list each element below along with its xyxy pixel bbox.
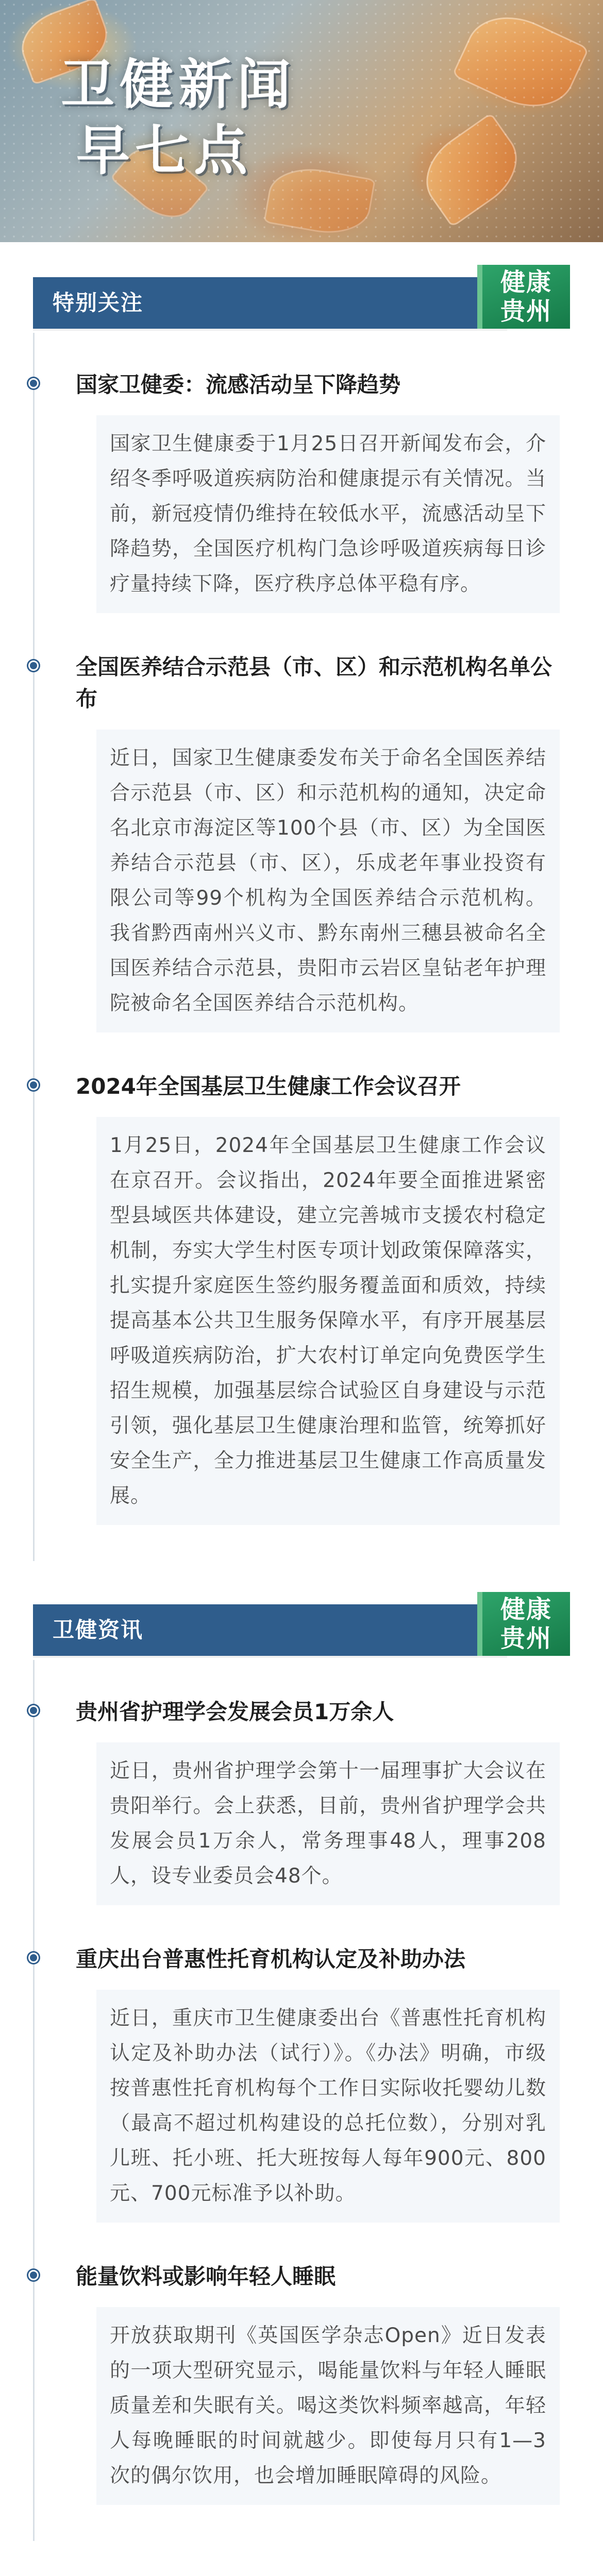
article-headline: 全国医养结合示范县（市、区）和示范机构名单公布: [76, 654, 552, 711]
article: [35, 2243, 570, 2526]
article-headline: 能量饮料或影响年轻人睡眠: [76, 2264, 336, 2289]
article: [35, 634, 570, 1053]
article-body: 1月25日，2024年全国基层卫生健康工作会议在京召开。会议指出，2024年要全面推进紧密型县域医共体建设，建立完善城市支援农村稳定机制，夯实大学生村医专项计划政策保障落实，扎实提升家庭医生签约服务覆盖面和质效，持续提高基本公共卫生服务保障水平，有序开展基层呼吸道疾病防治，扩大农村订单定向免费医学生招生规模，加强基层综合试验区自身建设与示范引领，强化基层卫生健康治理和监管，统筹抓好安全生产，全力推进基层卫生健康工作高质量发展。: [96, 1117, 560, 1525]
banner-title-line2: 早七点: [76, 119, 253, 182]
article-body: 国家卫生健康委于1月25日召开新闻发布会，介绍冬季呼吸道疾病防治和健康提示有关情况。当前，新冠疫情仍维持在较低水平，流感活动呈下降趋势，全国医疗机构门急诊呼吸道疾病每日诊疗量持续下降，医疗秩序总体平稳有序。: [96, 415, 560, 613]
article-body: 近日，重庆市卫生健康委出台《普惠性托育机构认定及补助办法（试行）》。《办法》明确，市级按普惠性托育机构每个工作日实际收托婴幼儿数（最高不超过机构建设的总托位数），分别对乳儿班、托小班、托大班按每人每年900元、800元、700元标准予以补助。: [96, 1990, 560, 2223]
timeline-dot: [28, 1080, 39, 1090]
timeline-dot: [28, 1705, 39, 1716]
health-guizhou-logo: [477, 1592, 570, 1656]
article-timeline: [33, 333, 570, 1561]
article-body: 开放获取期刊《英国医学杂志Open》近日发表的一项大型研究显示，喝能量饮料与年轻人睡眠质量差和失眠有关。喝这类饮料频率越高，年轻人每晚睡眠的时间就越少。即使每月只有1—3次的偶尔饮用，也会增加睡眠障碍的风险。: [96, 2307, 560, 2505]
banner-title-line1: 卫健新闻: [61, 53, 296, 116]
article-timeline: [33, 1660, 570, 2541]
banner-title: [61, 52, 296, 183]
timeline-dot: [28, 660, 39, 671]
article-body: 近日，国家卫生健康委发布关于命名全国医养结合示范县（市、区）和示范机构的通知，决定命名北京市海淀区等100个县（市、区）为全国医养结合示范县（市、区），乐成老年事业投资有限公司等99个机构为全国医养结合示范机构。我省黔西南州兴义市、黔东南州三穗县被命名全国医养结合示范县，贵阳市云岩区皇钻老年护理院被命名全国医养结合示范机构。: [96, 730, 560, 1032]
article-headline: 国家卫健委：流感活动呈下降趋势: [76, 372, 401, 397]
article-headline: 贵州省护理学会发展会员1万余人: [76, 1699, 394, 1724]
article-headline: 重庆出台普惠性托育机构认定及补助办法: [76, 1946, 466, 1972]
timeline-dot: [28, 378, 39, 388]
banner: [0, 0, 603, 242]
article: [35, 1926, 570, 2243]
article: [35, 1679, 570, 1926]
logo-line2: 贵州: [500, 297, 552, 326]
section-header-special: [33, 265, 570, 333]
logo-line2: 贵州: [500, 1624, 552, 1653]
logo-line1: 健康: [500, 1595, 552, 1624]
timeline-dot: [28, 1953, 39, 1963]
article-body: 近日，贵州省护理学会第十一届理事扩大会议在贵阳举行。会上获悉，目前，贵州省护理学会共发展会员1万余人，常务理事48人，理事208人，设专业委员会48个。: [96, 1742, 560, 1905]
logo-line1: 健康: [500, 268, 552, 297]
article: [35, 1053, 570, 1546]
section-header-news: [33, 1592, 570, 1660]
health-guizhou-logo: [477, 265, 570, 329]
section-title: 卫健资讯: [53, 1617, 144, 1642]
article-headline: 2024年全国基层卫生健康工作会议召开: [76, 1074, 461, 1099]
timeline-dot: [28, 2270, 39, 2280]
article: [35, 351, 570, 634]
section-title: 特别关注: [53, 290, 144, 315]
